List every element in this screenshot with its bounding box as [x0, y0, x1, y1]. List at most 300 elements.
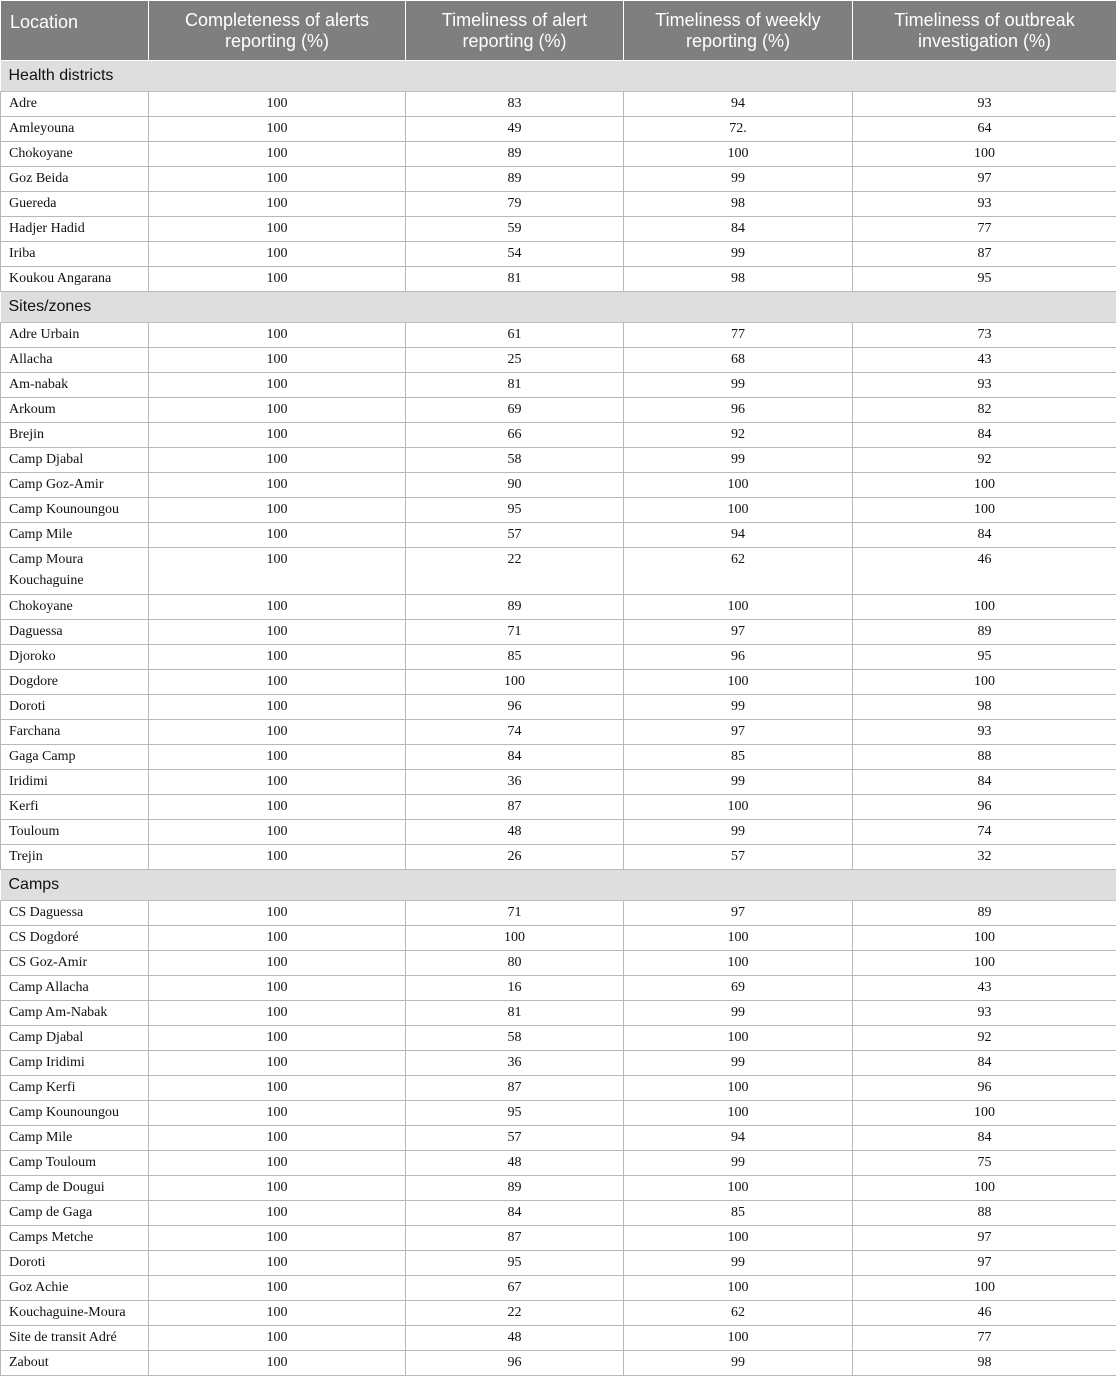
- completeness-alerts-cell: 100: [149, 595, 406, 620]
- location-cell: Gaga Camp: [1, 745, 149, 770]
- completeness-alerts-cell: 100: [149, 167, 406, 192]
- timeliness-alert-cell: 87: [406, 1226, 624, 1251]
- table-row: [1, 770, 1116, 795]
- timeliness-outbreak-cell: 77: [853, 217, 1116, 242]
- location-cell: CS Dogdoré: [1, 926, 149, 951]
- timeliness-weekly-cell: 99: [624, 167, 853, 192]
- timeliness-outbreak-cell: 93: [853, 1001, 1116, 1026]
- location-cell: Chokoyane: [1, 142, 149, 167]
- location-cell: Brejin: [1, 423, 149, 448]
- location-cell: Camp Kounoungou: [1, 498, 149, 523]
- location-cell: Trejin: [1, 845, 149, 870]
- location-cell: Am-nabak: [1, 373, 149, 398]
- timeliness-alert-cell: 87: [406, 1076, 624, 1101]
- table-row: [1, 1326, 1116, 1351]
- table-row: [1, 217, 1116, 242]
- header-row: [1, 1, 1116, 61]
- timeliness-weekly-cell: 99: [624, 1051, 853, 1076]
- timeliness-outbreak-cell: 100: [853, 1101, 1116, 1126]
- timeliness-weekly-cell: 99: [624, 448, 853, 473]
- timeliness-outbreak-cell: 97: [853, 1251, 1116, 1276]
- timeliness-weekly-cell: 94: [624, 523, 853, 548]
- table-row: [1, 901, 1116, 926]
- timeliness-outbreak-cell: 93: [853, 720, 1116, 745]
- completeness-alerts-cell: 100: [149, 770, 406, 795]
- timeliness-weekly-cell: 100: [624, 926, 853, 951]
- timeliness-alert-cell: 36: [406, 770, 624, 795]
- location-cell: Kouchaguine-Moura: [1, 1301, 149, 1326]
- timeliness-weekly-cell: 100: [624, 795, 853, 820]
- timeliness-outbreak-cell: 32: [853, 845, 1116, 870]
- timeliness-alert-cell: 81: [406, 373, 624, 398]
- timeliness-alert-cell: 59: [406, 217, 624, 242]
- table-row: [1, 498, 1116, 523]
- timeliness-outbreak-cell: 74: [853, 820, 1116, 845]
- completeness-alerts-cell: 100: [149, 845, 406, 870]
- location-cell: Camp Goz-Amir: [1, 473, 149, 498]
- table-row: [1, 1301, 1116, 1326]
- completeness-alerts-cell: 100: [149, 242, 406, 267]
- column-header-completeness-alerts: Completeness of alerts reporting (%): [149, 1, 406, 61]
- timeliness-outbreak-cell: 77: [853, 1326, 1116, 1351]
- timeliness-outbreak-cell: 92: [853, 1026, 1116, 1051]
- table-row: [1, 1101, 1116, 1126]
- completeness-alerts-cell: 100: [149, 1176, 406, 1201]
- timeliness-alert-cell: 87: [406, 795, 624, 820]
- table-row: [1, 398, 1116, 423]
- completeness-alerts-cell: 100: [149, 192, 406, 217]
- timeliness-outbreak-cell: 84: [853, 523, 1116, 548]
- completeness-alerts-cell: 100: [149, 523, 406, 548]
- timeliness-weekly-cell: 100: [624, 142, 853, 167]
- location-cell: Djoroko: [1, 645, 149, 670]
- timeliness-weekly-cell: 94: [624, 1126, 853, 1151]
- location-cell: Camp de Dougui: [1, 1176, 149, 1201]
- timeliness-alert-cell: 58: [406, 1026, 624, 1051]
- timeliness-outbreak-cell: 100: [853, 1176, 1116, 1201]
- timeliness-alert-cell: 89: [406, 595, 624, 620]
- completeness-alerts-cell: 100: [149, 820, 406, 845]
- timeliness-outbreak-cell: 95: [853, 645, 1116, 670]
- table-row: [1, 548, 1116, 595]
- timeliness-alert-cell: 95: [406, 1101, 624, 1126]
- timeliness-alert-cell: 89: [406, 142, 624, 167]
- timeliness-alert-cell: 69: [406, 398, 624, 423]
- location-cell: Camp Am-Nabak: [1, 1001, 149, 1026]
- timeliness-outbreak-cell: 46: [853, 548, 1116, 595]
- timeliness-weekly-cell: 97: [624, 720, 853, 745]
- timeliness-alert-cell: 74: [406, 720, 624, 745]
- completeness-alerts-cell: 100: [149, 1201, 406, 1226]
- table-row: [1, 92, 1116, 117]
- timeliness-alert-cell: 48: [406, 1151, 624, 1176]
- timeliness-outbreak-cell: 100: [853, 1276, 1116, 1301]
- location-cell: CS Goz-Amir: [1, 951, 149, 976]
- location-cell: Hadjer Hadid: [1, 217, 149, 242]
- table-row: [1, 1251, 1116, 1276]
- location-cell: Adre Urbain: [1, 323, 149, 348]
- completeness-alerts-cell: 100: [149, 348, 406, 373]
- completeness-alerts-cell: 100: [149, 1226, 406, 1251]
- table-row: [1, 1276, 1116, 1301]
- timeliness-weekly-cell: 85: [624, 1201, 853, 1226]
- timeliness-alert-cell: 95: [406, 498, 624, 523]
- timeliness-weekly-cell: 77: [624, 323, 853, 348]
- completeness-alerts-cell: 100: [149, 670, 406, 695]
- timeliness-weekly-cell: 99: [624, 1351, 853, 1376]
- timeliness-outbreak-cell: 43: [853, 348, 1116, 373]
- completeness-alerts-cell: 100: [149, 473, 406, 498]
- location-cell: Daguessa: [1, 620, 149, 645]
- timeliness-weekly-cell: 99: [624, 1151, 853, 1176]
- timeliness-weekly-cell: 100: [624, 595, 853, 620]
- completeness-alerts-cell: 100: [149, 1051, 406, 1076]
- timeliness-alert-cell: 58: [406, 448, 624, 473]
- table-row: [1, 523, 1116, 548]
- table-row: [1, 695, 1116, 720]
- table-row: [1, 745, 1116, 770]
- location-cell: Goz Beida: [1, 167, 149, 192]
- location-cell: CS Daguessa: [1, 901, 149, 926]
- timeliness-alert-cell: 54: [406, 242, 624, 267]
- timeliness-alert-cell: 57: [406, 523, 624, 548]
- section-row: [1, 61, 1116, 92]
- timeliness-weekly-cell: 96: [624, 398, 853, 423]
- timeliness-weekly-cell: 57: [624, 845, 853, 870]
- timeliness-weekly-cell: 99: [624, 770, 853, 795]
- location-cell: Camp Djabal: [1, 1026, 149, 1051]
- table-row: [1, 323, 1116, 348]
- timeliness-weekly-cell: 94: [624, 92, 853, 117]
- timeliness-alert-cell: 100: [406, 926, 624, 951]
- timeliness-alert-cell: 81: [406, 1001, 624, 1026]
- table-row: [1, 1201, 1116, 1226]
- timeliness-outbreak-cell: 84: [853, 1126, 1116, 1151]
- timeliness-alert-cell: 89: [406, 1176, 624, 1201]
- table-row: [1, 142, 1116, 167]
- timeliness-alert-cell: 22: [406, 548, 624, 595]
- location-cell: Camp de Gaga: [1, 1201, 149, 1226]
- timeliness-outbreak-cell: 100: [853, 498, 1116, 523]
- timeliness-outbreak-cell: 43: [853, 976, 1116, 1001]
- timeliness-alert-cell: 25: [406, 348, 624, 373]
- timeliness-weekly-cell: 99: [624, 373, 853, 398]
- table-header: [1, 1, 1116, 61]
- timeliness-weekly-cell: 62: [624, 1301, 853, 1326]
- table-row: [1, 1026, 1116, 1051]
- table-row: [1, 595, 1116, 620]
- timeliness-weekly-cell: 98: [624, 267, 853, 292]
- timeliness-outbreak-cell: 98: [853, 1351, 1116, 1376]
- timeliness-outbreak-cell: 100: [853, 926, 1116, 951]
- location-cell: Arkoum: [1, 398, 149, 423]
- timeliness-outbreak-cell: 88: [853, 745, 1116, 770]
- table-row: [1, 348, 1116, 373]
- completeness-alerts-cell: 100: [149, 1276, 406, 1301]
- timeliness-alert-cell: 26: [406, 845, 624, 870]
- completeness-alerts-cell: 100: [149, 1126, 406, 1151]
- location-cell: Dogdore: [1, 670, 149, 695]
- timeliness-weekly-cell: 100: [624, 1226, 853, 1251]
- timeliness-weekly-cell: 98: [624, 192, 853, 217]
- location-cell: Camp Mile: [1, 1126, 149, 1151]
- timeliness-alert-cell: 95: [406, 1251, 624, 1276]
- timeliness-weekly-cell: 100: [624, 1026, 853, 1051]
- location-cell: Camps Metche: [1, 1226, 149, 1251]
- completeness-alerts-cell: 100: [149, 423, 406, 448]
- table-row: [1, 976, 1116, 1001]
- column-header-location: Location: [1, 1, 149, 61]
- table-row: [1, 1351, 1116, 1376]
- completeness-alerts-cell: 100: [149, 976, 406, 1001]
- timeliness-alert-cell: 57: [406, 1126, 624, 1151]
- timeliness-weekly-cell: 97: [624, 620, 853, 645]
- section-row: [1, 292, 1116, 323]
- location-cell: Site de transit Adré: [1, 1326, 149, 1351]
- completeness-alerts-cell: 100: [149, 498, 406, 523]
- location-cell: Farchana: [1, 720, 149, 745]
- table-row: [1, 795, 1116, 820]
- location-cell: Camp Allacha: [1, 976, 149, 1001]
- completeness-alerts-cell: 100: [149, 1101, 406, 1126]
- timeliness-alert-cell: 83: [406, 92, 624, 117]
- timeliness-outbreak-cell: 92: [853, 448, 1116, 473]
- section-title: Health districts: [1, 61, 1116, 92]
- timeliness-weekly-cell: 100: [624, 1276, 853, 1301]
- timeliness-alert-cell: 66: [406, 423, 624, 448]
- timeliness-outbreak-cell: 100: [853, 670, 1116, 695]
- timeliness-weekly-cell: 100: [624, 1076, 853, 1101]
- timeliness-weekly-cell: 68: [624, 348, 853, 373]
- completeness-alerts-cell: 100: [149, 1351, 406, 1376]
- table-row: [1, 926, 1116, 951]
- timeliness-alert-cell: 79: [406, 192, 624, 217]
- timeliness-outbreak-cell: 89: [853, 620, 1116, 645]
- timeliness-weekly-cell: 99: [624, 1251, 853, 1276]
- timeliness-weekly-cell: 100: [624, 670, 853, 695]
- completeness-alerts-cell: 100: [149, 745, 406, 770]
- location-cell: Kerfi: [1, 795, 149, 820]
- timeliness-outbreak-cell: 64: [853, 117, 1116, 142]
- section-title: Sites/zones: [1, 292, 1116, 323]
- timeliness-weekly-cell: 92: [624, 423, 853, 448]
- table-row: [1, 473, 1116, 498]
- completeness-alerts-cell: 100: [149, 1251, 406, 1276]
- completeness-alerts-cell: 100: [149, 1026, 406, 1051]
- table-row: [1, 670, 1116, 695]
- timeliness-weekly-cell: 69: [624, 976, 853, 1001]
- location-cell: Camp Kerfi: [1, 1076, 149, 1101]
- location-cell: Zabout: [1, 1351, 149, 1376]
- table-row: [1, 117, 1116, 142]
- timeliness-alert-cell: 48: [406, 820, 624, 845]
- timeliness-outbreak-cell: 88: [853, 1201, 1116, 1226]
- table-row: [1, 448, 1116, 473]
- timeliness-weekly-cell: 97: [624, 901, 853, 926]
- timeliness-weekly-cell: 96: [624, 645, 853, 670]
- table-row: [1, 1001, 1116, 1026]
- location-cell: Koukou Angarana: [1, 267, 149, 292]
- completeness-alerts-cell: 100: [149, 217, 406, 242]
- table-row: [1, 845, 1116, 870]
- timeliness-weekly-cell: 100: [624, 1326, 853, 1351]
- timeliness-weekly-cell: 100: [624, 498, 853, 523]
- completeness-alerts-cell: 100: [149, 1076, 406, 1101]
- timeliness-outbreak-cell: 82: [853, 398, 1116, 423]
- table-row: [1, 1126, 1116, 1151]
- timeliness-outbreak-cell: 100: [853, 595, 1116, 620]
- table-row: [1, 167, 1116, 192]
- timeliness-weekly-cell: 100: [624, 1176, 853, 1201]
- timeliness-alert-cell: 85: [406, 645, 624, 670]
- timeliness-alert-cell: 61: [406, 323, 624, 348]
- completeness-alerts-cell: 100: [149, 695, 406, 720]
- completeness-alerts-cell: 100: [149, 267, 406, 292]
- table-row: [1, 423, 1116, 448]
- table-row: [1, 645, 1116, 670]
- table-row: [1, 267, 1116, 292]
- timeliness-weekly-cell: 99: [624, 695, 853, 720]
- timeliness-weekly-cell: 99: [624, 820, 853, 845]
- timeliness-weekly-cell: 99: [624, 242, 853, 267]
- completeness-alerts-cell: 100: [149, 373, 406, 398]
- table-body: [1, 61, 1116, 1376]
- column-header-timeliness-weekly: Timeliness of weekly reporting (%): [624, 1, 853, 61]
- timeliness-alert-cell: 100: [406, 670, 624, 695]
- section-title: Camps: [1, 870, 1116, 901]
- location-cell: Doroti: [1, 1251, 149, 1276]
- timeliness-weekly-cell: 100: [624, 1101, 853, 1126]
- completeness-alerts-cell: 100: [149, 1301, 406, 1326]
- timeliness-outbreak-cell: 84: [853, 423, 1116, 448]
- table-row: [1, 951, 1116, 976]
- timeliness-alert-cell: 67: [406, 1276, 624, 1301]
- timeliness-alert-cell: 84: [406, 745, 624, 770]
- completeness-alerts-cell: 100: [149, 548, 406, 595]
- timeliness-outbreak-cell: 93: [853, 192, 1116, 217]
- location-cell: Amleyouna: [1, 117, 149, 142]
- timeliness-weekly-cell: 84: [624, 217, 853, 242]
- table-row: [1, 1151, 1116, 1176]
- location-cell: Goz Achie: [1, 1276, 149, 1301]
- timeliness-weekly-cell: 99: [624, 1001, 853, 1026]
- completeness-alerts-cell: 100: [149, 951, 406, 976]
- completeness-alerts-cell: 100: [149, 1326, 406, 1351]
- completeness-alerts-cell: 100: [149, 398, 406, 423]
- completeness-alerts-cell: 100: [149, 620, 406, 645]
- timeliness-alert-cell: 96: [406, 695, 624, 720]
- table-row: [1, 373, 1116, 398]
- completeness-alerts-cell: 100: [149, 448, 406, 473]
- table-row: [1, 192, 1116, 217]
- timeliness-alert-cell: 71: [406, 620, 624, 645]
- timeliness-outbreak-cell: 100: [853, 142, 1116, 167]
- table-row: [1, 1051, 1116, 1076]
- table-row: [1, 242, 1116, 267]
- table-row: [1, 620, 1116, 645]
- timeliness-alert-cell: 22: [406, 1301, 624, 1326]
- location-cell: Camp Kounoungou: [1, 1101, 149, 1126]
- completeness-alerts-cell: 100: [149, 901, 406, 926]
- completeness-alerts-cell: 100: [149, 142, 406, 167]
- timeliness-outbreak-cell: 93: [853, 373, 1116, 398]
- timeliness-weekly-cell: 100: [624, 951, 853, 976]
- location-cell: Camp Mile: [1, 523, 149, 548]
- location-cell: Touloum: [1, 820, 149, 845]
- timeliness-alert-cell: 71: [406, 901, 624, 926]
- timeliness-outbreak-cell: 96: [853, 1076, 1116, 1101]
- timeliness-alert-cell: 90: [406, 473, 624, 498]
- timeliness-outbreak-cell: 96: [853, 795, 1116, 820]
- completeness-alerts-cell: 100: [149, 1151, 406, 1176]
- completeness-alerts-cell: 100: [149, 926, 406, 951]
- location-cell: Camp Moura Kouchaguine: [1, 548, 149, 595]
- timeliness-weekly-cell: 85: [624, 745, 853, 770]
- location-cell: Guereda: [1, 192, 149, 217]
- completeness-alerts-cell: 100: [149, 1001, 406, 1026]
- timeliness-alert-cell: 81: [406, 267, 624, 292]
- timeliness-outbreak-cell: 75: [853, 1151, 1116, 1176]
- timeliness-alert-cell: 49: [406, 117, 624, 142]
- completeness-alerts-cell: 100: [149, 645, 406, 670]
- timeliness-outbreak-cell: 84: [853, 1051, 1116, 1076]
- table-row: [1, 1226, 1116, 1251]
- timeliness-outbreak-cell: 95: [853, 267, 1116, 292]
- timeliness-outbreak-cell: 89: [853, 901, 1116, 926]
- timeliness-outbreak-cell: 100: [853, 951, 1116, 976]
- timeliness-outbreak-cell: 98: [853, 695, 1116, 720]
- timeliness-alert-cell: 48: [406, 1326, 624, 1351]
- column-header-timeliness-outbreak: Timeliness of outbreak investigation (%): [853, 1, 1116, 61]
- completeness-alerts-cell: 100: [149, 795, 406, 820]
- timeliness-alert-cell: 16: [406, 976, 624, 1001]
- timeliness-alert-cell: 36: [406, 1051, 624, 1076]
- location-cell: Camp Iridimi: [1, 1051, 149, 1076]
- timeliness-alert-cell: 89: [406, 167, 624, 192]
- timeliness-weekly-cell: 72.: [624, 117, 853, 142]
- location-cell: Adre: [1, 92, 149, 117]
- completeness-alerts-cell: 100: [149, 323, 406, 348]
- timeliness-weekly-cell: 100: [624, 473, 853, 498]
- table-row: [1, 720, 1116, 745]
- timeliness-outbreak-cell: 84: [853, 770, 1116, 795]
- timeliness-alert-cell: 96: [406, 1351, 624, 1376]
- table-row: [1, 1176, 1116, 1201]
- location-cell: Doroti: [1, 695, 149, 720]
- completeness-alerts-cell: 100: [149, 720, 406, 745]
- location-cell: Camp Djabal: [1, 448, 149, 473]
- location-cell: Allacha: [1, 348, 149, 373]
- location-cell: Iridimi: [1, 770, 149, 795]
- timeliness-outbreak-cell: 73: [853, 323, 1116, 348]
- timeliness-alert-cell: 80: [406, 951, 624, 976]
- column-header-timeliness-alert: Timeliness of alert reporting (%): [406, 1, 624, 61]
- timeliness-outbreak-cell: 87: [853, 242, 1116, 267]
- timeliness-weekly-cell: 62: [624, 548, 853, 595]
- timeliness-outbreak-cell: 93: [853, 92, 1116, 117]
- timeliness-outbreak-cell: 100: [853, 473, 1116, 498]
- timeliness-outbreak-cell: 46: [853, 1301, 1116, 1326]
- timeliness-outbreak-cell: 97: [853, 1226, 1116, 1251]
- table-row: [1, 1076, 1116, 1101]
- timeliness-alert-cell: 84: [406, 1201, 624, 1226]
- location-cell: Iriba: [1, 242, 149, 267]
- table-row: [1, 820, 1116, 845]
- location-cell: Chokoyane: [1, 595, 149, 620]
- location-cell: Camp Touloum: [1, 1151, 149, 1176]
- timeliness-outbreak-cell: 97: [853, 167, 1116, 192]
- section-row: [1, 870, 1116, 901]
